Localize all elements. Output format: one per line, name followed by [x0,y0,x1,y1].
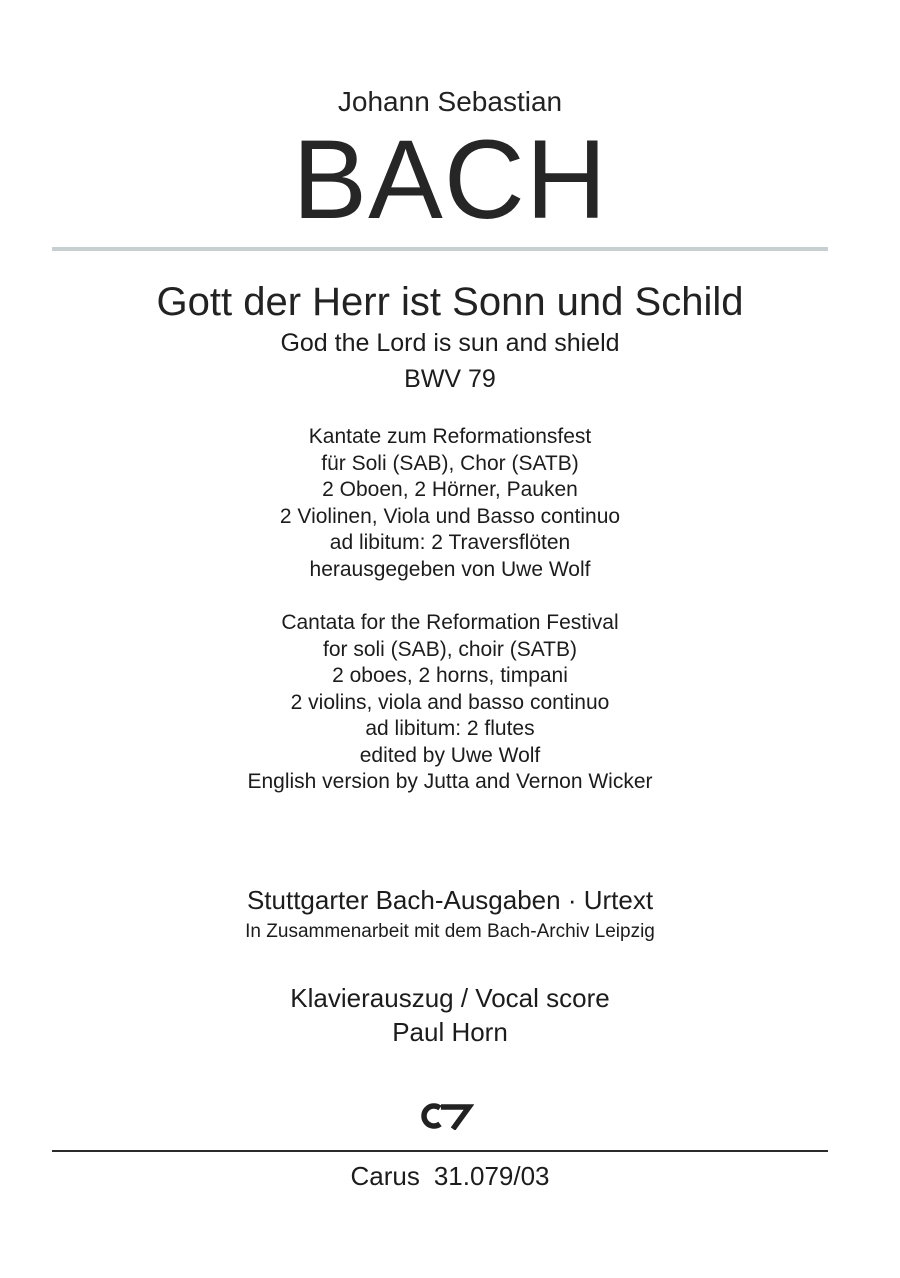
order-number: 31.079/03 [433,1161,550,1191]
english-line: edited by Uwe Wolf [359,743,541,767]
german-line: 2 Oboen, 2 Hörner, Pauken [322,478,578,501]
english-line: for soli (SAB), choir (SATB) [323,637,577,661]
english-line: English version by Jutta and Vernon Wicker [247,770,653,793]
german-line: 2 Violinen, Viola und Basso continuo [279,504,621,528]
series-name: Stuttgarter Bach-Ausgaben · Urtext [246,885,654,915]
composer-surname: BACH [292,117,608,242]
catalog-line [0,1160,900,1192]
header-divider [52,247,828,251]
footer-divider [52,1150,828,1152]
english-line: ad libitum: 2 flutes [365,717,535,740]
english-line: 2 violins, viola and basso continuo [290,690,610,714]
arranger-name: Paul Horn [392,1017,508,1047]
german-description [0,424,900,583]
english-description [0,610,900,796]
publisher-name: Carus [350,1161,420,1191]
catalog-number: BWV 79 [404,365,496,393]
german-line: herausgegeben von Uwe Wolf [309,557,591,581]
german-line: für Soli (SAB), Chor (SATB) [321,451,579,475]
english-line: 2 oboes, 2 horns, timpani [332,664,568,687]
english-line: Cantata for the Reformation Festival [281,611,619,634]
work-title: Gott der Herr ist Sonn und Schild [156,280,744,324]
score-type: Klavierauszug / Vocal score [290,983,610,1013]
series-collaboration: In Zusammenarbeit mit dem Bach-Archiv Leipzig [245,921,655,942]
german-line: Kantate zum Reformationsfest [308,425,592,448]
carus-logo-icon [420,1102,474,1130]
composer-first-names: Johann Sebastian [337,86,563,117]
german-line: ad libitum: 2 Traversflöten [329,531,571,554]
work-subtitle: God the Lord is sun and shield [280,329,620,357]
